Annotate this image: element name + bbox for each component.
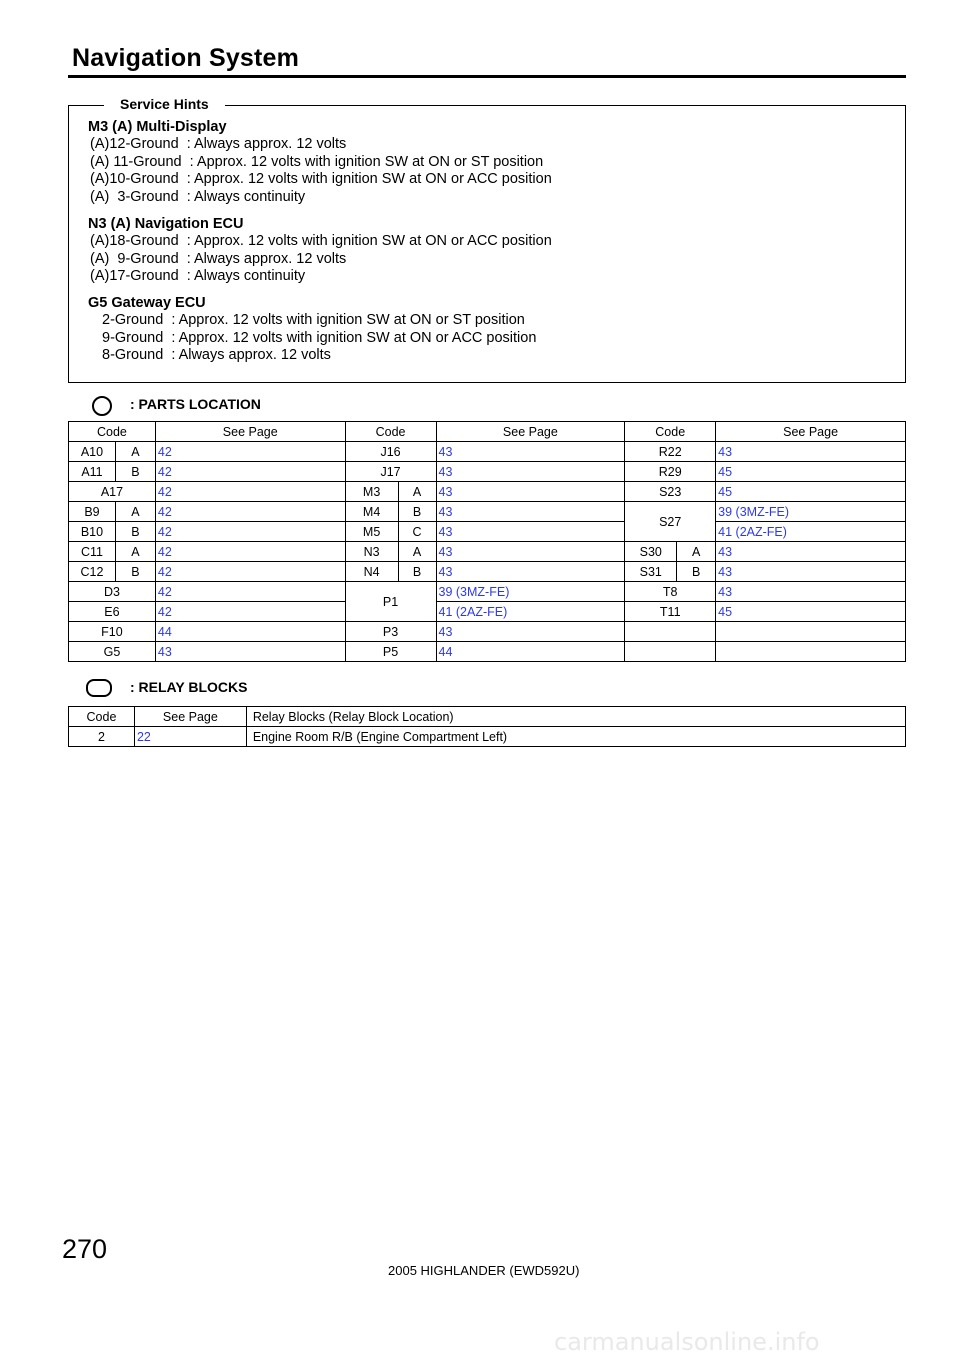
table-row	[69, 602, 906, 622]
page-link[interactable]: 39 (3MZ-FE)	[716, 502, 906, 522]
code-cell: E6	[69, 602, 156, 622]
hint-heading: N3 (A) Navigation ECU	[88, 216, 244, 232]
table-row	[69, 522, 906, 542]
sub-cell: C	[398, 522, 436, 542]
header-location: Relay Blocks (Relay Block Location)	[246, 707, 905, 727]
code-cell: P1	[345, 582, 436, 622]
code-cell: T11	[625, 602, 716, 622]
table-row	[69, 622, 906, 642]
code-cell: M4	[345, 502, 398, 522]
page-link[interactable]: 43	[436, 622, 625, 642]
relay-blocks-label: : RELAY BLOCKS	[130, 679, 248, 695]
table-row	[69, 642, 906, 662]
sub-cell: A	[677, 542, 716, 562]
header-code: Code	[69, 422, 156, 442]
header-see-page: See Page	[716, 422, 906, 442]
sub-cell: B	[398, 502, 436, 522]
table-header-row	[69, 707, 906, 727]
code-cell: R29	[625, 462, 716, 482]
relay-block-icon	[86, 679, 112, 697]
hint-line: 9-Ground : Approx. 12 volts with ignition SW at ON or ACC position	[102, 329, 537, 346]
sub-cell: A	[398, 482, 436, 502]
hint-line: (A)12-Ground : Always approx. 12 volts	[90, 136, 347, 152]
page-link[interactable]: 22	[134, 727, 246, 747]
page-link[interactable]: 42	[155, 462, 345, 482]
page-link[interactable]: 43	[716, 542, 906, 562]
sub-cell: B	[677, 562, 716, 582]
empty-cell	[716, 642, 906, 662]
page-link[interactable]: 43	[155, 642, 345, 662]
code-cell: S31	[625, 562, 677, 582]
page-link[interactable]: 43	[436, 462, 625, 482]
sub-cell: A	[115, 502, 155, 522]
hint-line: (A) 9-Ground : Always approx. 12 volts	[90, 250, 347, 267]
empty-cell	[716, 622, 906, 642]
hint-line: (A)18-Ground : Approx. 12 volts with ignition SW at ON or ACC position	[90, 233, 552, 249]
sub-cell: A	[398, 542, 436, 562]
code-cell: P5	[345, 642, 436, 662]
page-link[interactable]: 43	[436, 522, 625, 542]
header-code: Code	[625, 422, 716, 442]
code-cell: M3	[345, 482, 398, 502]
code-cell: B10	[69, 522, 116, 542]
code-cell: G5	[69, 642, 156, 662]
sub-cell: B	[115, 462, 155, 482]
hint-line: (A)10-Ground : Approx. 12 volts with ignition SW at ON or ACC position	[90, 171, 552, 187]
code-cell: A11	[69, 462, 116, 482]
code-cell: J17	[345, 462, 436, 482]
page-link[interactable]: 43	[716, 442, 906, 462]
page-link[interactable]: 44	[155, 622, 345, 642]
location-cell: Engine Room R/B (Engine Compartment Left)	[246, 727, 905, 747]
relay-blocks-table	[68, 706, 906, 747]
table-row	[69, 482, 906, 502]
page-link[interactable]: 42	[155, 602, 345, 622]
table-row	[69, 582, 906, 602]
table-row	[69, 502, 906, 522]
page-link[interactable]: 42	[155, 562, 345, 582]
page-title: Navigation System	[72, 44, 300, 72]
code-cell: M5	[345, 522, 398, 542]
hint-heading: M3 (A) Multi-Display	[88, 119, 227, 135]
footer-text: 2005 HIGHLANDER (EWD592U)	[388, 1263, 580, 1278]
code-cell: B9	[69, 502, 116, 522]
code-cell: N3	[345, 542, 398, 562]
page-link[interactable]: 43	[716, 562, 906, 582]
hint-line: (A) 11-Ground : Approx. 12 volts with ignition SW at ON or ST position	[90, 153, 544, 170]
code-cell: P3	[345, 622, 436, 642]
connector-circle-icon	[92, 396, 112, 416]
empty-cell	[625, 622, 716, 642]
page-link[interactable]: 41 (2AZ-FE)	[716, 522, 906, 542]
page-link[interactable]: 45	[716, 482, 906, 502]
header-code: Code	[345, 422, 436, 442]
code-cell: 2	[69, 727, 135, 747]
page-link[interactable]: 43	[436, 442, 625, 462]
page-link[interactable]: 42	[155, 542, 345, 562]
table-header-row	[69, 422, 906, 442]
page-link[interactable]: 42	[155, 522, 345, 542]
page-link[interactable]: 45	[716, 602, 906, 622]
header-see-page: See Page	[436, 422, 625, 442]
hint-group-navigation-ecu	[88, 215, 552, 286]
code-cell: D3	[69, 582, 156, 602]
page-link[interactable]: 43	[716, 582, 906, 602]
parts-location-label: : PARTS LOCATION	[130, 396, 261, 412]
table-row	[69, 562, 906, 582]
hint-line: 2-Ground : Approx. 12 volts with ignition SW at ON or ST position	[102, 312, 525, 328]
empty-cell	[625, 642, 716, 662]
page-link[interactable]: 43	[436, 482, 625, 502]
service-hints-legend: Service Hints	[104, 96, 225, 112]
code-cell: A10	[69, 442, 116, 462]
code-cell: F10	[69, 622, 156, 642]
hint-heading: G5 Gateway ECU	[88, 295, 206, 311]
sub-cell: B	[115, 522, 155, 542]
table-row	[69, 462, 906, 482]
page-link[interactable]: 43	[436, 542, 625, 562]
page-link[interactable]: 45	[716, 462, 906, 482]
page-link[interactable]: 43	[436, 562, 625, 582]
code-cell: C11	[69, 542, 116, 562]
page-link[interactable]: 42	[155, 582, 345, 602]
parts-location-table	[68, 421, 906, 662]
page-link[interactable]: 42	[155, 442, 345, 462]
sub-cell: B	[115, 562, 155, 582]
code-cell: J16	[345, 442, 436, 462]
hint-group-gateway-ecu	[88, 294, 536, 365]
sub-cell: B	[398, 562, 436, 582]
page-link[interactable]: 43	[436, 502, 625, 522]
code-cell: C12	[69, 562, 116, 582]
page-link[interactable]: 42	[155, 502, 345, 522]
hint-line: (A)17-Ground : Always continuity	[90, 268, 306, 284]
code-cell: R22	[625, 442, 716, 462]
code-cell: T8	[625, 582, 716, 602]
page-link[interactable]: 42	[155, 482, 345, 502]
watermark: carmanualsonline.info	[554, 1328, 820, 1356]
hint-group-multi-display	[88, 118, 552, 206]
sub-cell: A	[115, 442, 155, 462]
header-see-page: See Page	[134, 707, 246, 727]
page-number: 270	[62, 1234, 108, 1264]
page-link[interactable]: 39 (3MZ-FE)	[436, 582, 625, 602]
code-cell: S27	[625, 502, 716, 542]
sub-cell: A	[115, 542, 155, 562]
table-row	[69, 727, 906, 747]
hint-line: 8-Ground : Always approx. 12 volts	[102, 347, 331, 363]
table-row	[69, 542, 906, 562]
table-row	[69, 442, 906, 462]
page-link[interactable]: 44	[436, 642, 625, 662]
title-rule	[68, 75, 906, 78]
header-code: Code	[69, 707, 135, 727]
hint-line: (A) 3-Ground : Always continuity	[90, 188, 306, 205]
code-cell: A17	[69, 482, 156, 502]
code-cell: S23	[625, 482, 716, 502]
header-see-page: See Page	[155, 422, 345, 442]
code-cell: S30	[625, 542, 677, 562]
code-cell: N4	[345, 562, 398, 582]
page-link[interactable]: 41 (2AZ-FE)	[436, 602, 625, 622]
